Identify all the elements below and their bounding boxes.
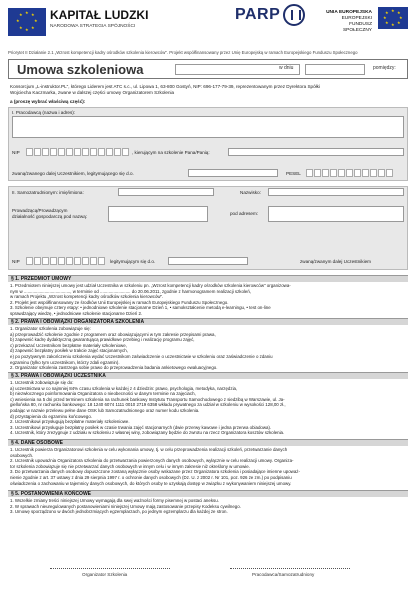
ue-line-1: UNIA EUROPEJSKA — [326, 10, 372, 15]
eu-flag-icon: ★ ★ ★ ★ ★ ★ ★ ★ — [8, 8, 46, 36]
section-line: giellońska 80, nr rachunku bankowego: 18 1240 6074 1111 0010 2719 6358 wkładu prywatnego za udział w szkoleniu w wysokości 128,00 zł., — [10, 402, 286, 408]
section-heading: § 2. PRAWA I OBOWIĄZKI ORGANIZATORA SZKOLENIA — [8, 318, 408, 325]
section-line: osobowych. — [10, 452, 34, 458]
intro-text — [10, 84, 406, 96]
nazwisko-label: Nazwisko: — [240, 190, 261, 195]
section-heading: § 3. PRAWA I OBOWIĄZKI UCZESTNIKA — [8, 372, 408, 379]
section-line: 2. Uczestnikowi przysługują bezpłatne materiały szkoleniowe. — [10, 419, 130, 425]
id-document2-field[interactable] — [168, 257, 248, 265]
date-field[interactable] — [305, 64, 365, 75]
dzialalnosc-label: działalność gospodarczą pod nazwą: — [12, 214, 88, 219]
employer-label: I. Pracodawcą (nazwa i adres): — [12, 110, 76, 115]
choose-part-label: a (proszę wybrać właściwą część): — [10, 99, 86, 104]
employer-signature-line[interactable] — [230, 568, 350, 569]
section-line: c) przekazać Uczestnikom bezpłatne materiały szkoleniowe, — [10, 342, 127, 348]
pesel-cells[interactable] — [306, 169, 394, 177]
section-line: 3. Do przetwarzania danych osobowy dopuszczone zostaną wyłącznie osoby wskazane przez Organizatora szkolenia i posiadające imienne upoważ- — [10, 469, 300, 475]
title-bar — [8, 59, 408, 79]
kl-logo-title: KAPITAŁ LUDZKI — [50, 8, 149, 22]
section-line: a) przeprowadzić szkolenie zgodnie z programem oraz obowiązującymi w tym zakresie przepisami prawa, — [10, 331, 216, 337]
section-heading: § 1. PRZEDMIOT UMOWY — [8, 275, 408, 282]
nip-cells[interactable] — [26, 148, 130, 156]
section-line: sprawdzający wiedzę, • jednodniowe szkolenie stacjonarne Dzień 2. — [10, 310, 143, 316]
section-body — [10, 447, 406, 486]
section-line: 2. W sprawach nieuregulowanych postanowieniami niniejszej Umowy mają zastosowanie przepisy Kodeksu cywilnego. — [10, 503, 241, 509]
id-document-field[interactable] — [188, 169, 278, 177]
section-line: nym w ......................................, w terminie od ......................... do 20.06.2011, zgodnie z harmonogramem realizacji szkoleń, — [10, 288, 252, 294]
intro-line: Wojciecha Kaczmarka, zwane w dalszej części umowy Organizatorem Szkolenia — [10, 90, 175, 96]
ue-line-2: EUROPEJSKI — [341, 16, 372, 21]
section-line: egzaminu (tylko tym uczestnikom, którzy zdali egzamin). — [10, 359, 120, 365]
intro-line: Konsorcjum „L-instruktor.PL", którego Liderem jest ATC s.c., ul. Lipowa 1, 63-800 Gostyń, NIP: 696-177-79-39, reprezentowanym przez Dyrektora Spółki — [10, 84, 320, 89]
section-body — [10, 498, 406, 515]
business-address-field[interactable] — [268, 206, 404, 222]
legitymujacym-label: legitymującym się d.o. — [110, 259, 156, 264]
section-line: d) zapewnić bezpłatny posiłek w trakcie zajęć stacjonarnych, — [10, 348, 128, 354]
section-line: 3. Uczestnikowi przysługuje bezpłatny posiłek w czasie trwania zajęć stacjonarnych (dwie przerwy kawowe i jedna przerwa obiadowa). — [10, 424, 272, 430]
section-line: nienie zgodnie z art. 37 ustawy z dnia 29 sierpnia 1997 r. o ochronie danych osobowych (Dz. U. z 2002 r. Nr 101, poz. 926 ze zm.) po podpisaniu — [10, 474, 292, 480]
nip2-cells[interactable] — [26, 257, 106, 265]
section-line: d) przystąpienia do egzaminu końcowego. — [10, 413, 93, 419]
employer-name-field[interactable] — [12, 116, 404, 138]
document-title: Umowa szkoleniowa — [17, 62, 144, 77]
section-line: c) wniesienia na 5 dni przed terminem szkolenia na rachunek bankowy Instytutu Transportu Samochodowego z siedzibą w Warszawie, ul. Ja- — [10, 396, 285, 402]
nip2-label: NIP — [12, 259, 20, 264]
section-line: tor szkolenia zobowiązuje się nie przetwarzać danych osobowych w innym celu i w innym zakresie niż określony w umowie. — [10, 463, 250, 469]
section-line: 1. Wszelkie zmiany treści niniejszej Umowy wymagają dla swej ważności formy pisemnej w postaci aneksu. — [10, 498, 219, 503]
organizer-signature-label: Organizator Szkolenia — [82, 572, 128, 577]
parp-logo: PARP — [235, 6, 281, 23]
surname-field[interactable] — [268, 188, 404, 196]
participant-name-field[interactable] — [228, 148, 404, 156]
section-line: podając w nazwie przelewu pełne dane OSK lub Samozatrudnionego oraz numer kodu szkolenia. — [10, 407, 200, 413]
section-body — [10, 380, 406, 436]
kl-logo-subtitle: NARODOWA STRATEGIA SPÓJNOŚCI — [50, 24, 136, 29]
zwana2-label: zwaną/zwanym dalej Uczestnikiem — [300, 259, 371, 264]
section-line: 3. Umowę sporządzono w dwóch jednobrzmiących egzemplarzach, po jednym egzemplarzu dla każdej ze stron. — [10, 509, 228, 515]
pesel-label: PESEL — [286, 171, 301, 176]
pod-adresem-label: pod adresem: — [230, 211, 259, 216]
ue-text — [320, 10, 372, 34]
section-line: 2. Organizator szkolenia zastrzega sobie prawo do przeprowadzenia badania ankietowego ewaluacyjnego. — [10, 365, 218, 371]
section-line: oświadczenia o zachowaniu w tajemnicy danych osobowych, do których osoby te uzyskają dostęp w związku z wykonywaniem niniejszej umowy. — [10, 480, 292, 486]
section-line: 3. Szkolenie obejmuje cztery etapy: • jednodniowe szkolenie stacjonarne Dzień 1, • samokształcenie metodą e-learningu, • test on-line — [10, 305, 271, 311]
section-heading: § 4. DANE OSOBOWE — [8, 439, 408, 446]
section-line: w ramach Projektu „Wzrost kompetencji kadry ośrodków szkolenia kierowców". — [10, 294, 164, 300]
self-employed-label: II. Samozatrudnionym: imię/imiona: — [12, 190, 84, 195]
section-line: 1. Uczestnik zobowiązuje się do: — [10, 380, 74, 385]
parp-emblem-icon — [283, 4, 305, 26]
pomiedzy-label: pomiędzy: — [373, 65, 396, 71]
organizer-signature-line[interactable] — [50, 568, 170, 569]
section-heading: § 5. POSTANOWIENIA KOŃCOWE — [8, 490, 408, 497]
section-line: 1. Przedmiotem niniejszej umowy jest udział Uczestnika w szkoleniu pn. „Wzrost kompetencji kadry ośrodków szkolenia kierowców" organizowa- — [10, 283, 291, 288]
section-body — [10, 326, 406, 371]
business-name-field[interactable] — [108, 206, 208, 222]
section-line: 2. Projekt jest współfinansowany ze środków Unii Europejskiej w ramach Europejskiego Funduszu Społecznego. — [10, 299, 229, 305]
section-line: e) po pozytywnym zakończeniu szkolenia wydać Uczestnikom zaświadczenie o uczestnictwie w szkoleniu oraz zaświadczenie o zdaniu — [10, 353, 273, 359]
section-line: 4. Uczestnik, który zrezygnuje z udziału w szkoleniu z własnej winy, zobowiązany będzie do zwrotu na rzecz Organizatora kosztów szkolenia. — [10, 430, 285, 436]
section-body — [10, 283, 406, 317]
section-line: a) uczestnictwa w co najmniej 84% czasu szkolenia w każdej z 4 dziedzin: prawo, psychologia, metodyka, narzędzia, — [10, 385, 238, 391]
credit-line: Priorytet II Działanie 2.1 „Wzrost kompetencji kadry ośrodków szkolenia kierowców". Projekt współfinansowany przez Unię Europejską w ramach Europejskiego Funduszu Społecznego — [8, 50, 358, 55]
nip-label: NIP — [12, 150, 20, 155]
section-line: 1. Uczestnik powierza Organizatorowi szkolenia w celu wykonania umowy, tj. w celu przeprowadzenia realizacji szkoleń, przetwarzanie danych — [10, 447, 288, 452]
section-line: b) zapewnić kadrę dydaktyczną gwarantującą prawidłowe przebieg i realizację programu zajęć, — [10, 337, 195, 343]
participant-id-label: zwaną/zwanego dalej Uczestnikiem, legitymującego się d.o. — [12, 171, 134, 176]
dnia-label: w dniu — [279, 65, 294, 71]
first-name-field[interactable] — [118, 188, 214, 196]
section-line: 2. Uczestnik upoważnia Organizatora szkolenia do przetwarzania powierzonych danych osobowych, wyłącznie w celu realizacji umowy. Organiza- — [10, 458, 294, 464]
kierujacy-label: , kierującym na szkolenie Pana/Panią: — [132, 150, 210, 155]
prowadzaca-label: Prowadzącą/Prowadzącym — [12, 208, 68, 213]
ue-flag-icon: ★ ★ ★ ★ ★ ★ ★ ★ — [378, 7, 408, 29]
employer-signature-label: Pracodawca/Samozatrudniony — [252, 572, 315, 577]
section-line: b) niezwłocznego poinformowania Organizatora o nieobecności w danym terminie na zajęciach, — [10, 391, 196, 397]
ue-line-3: FUNDUSZ SPOŁECZNY — [342, 22, 372, 33]
section-line: 1. Organizator szkolenia zobowiązuje się: — [10, 326, 91, 331]
